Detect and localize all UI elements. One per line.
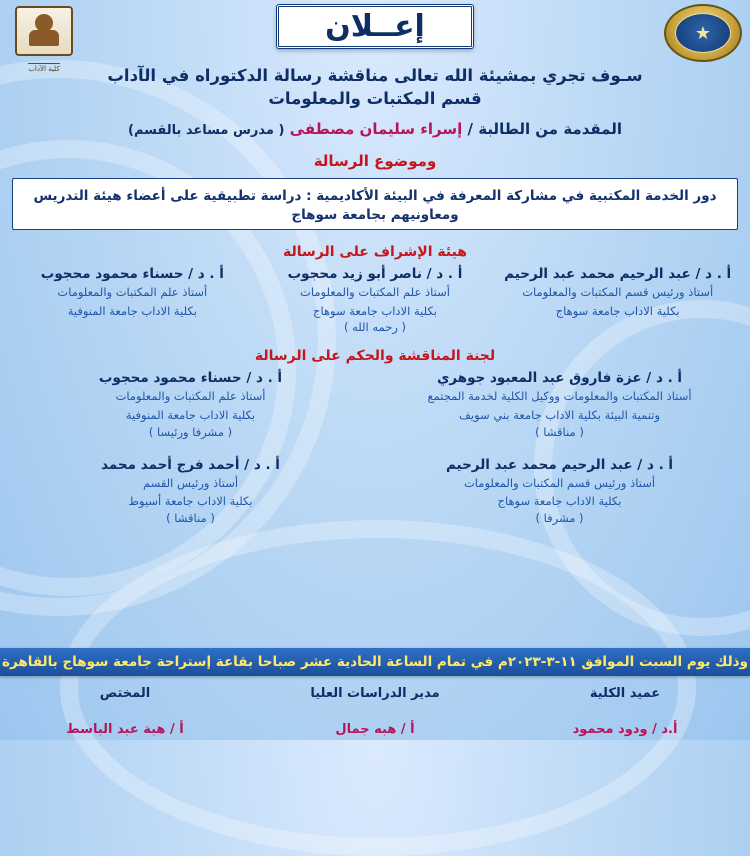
page-header xyxy=(0,0,750,73)
student-note: ( مدرس مساعد بالقسم) xyxy=(128,123,285,138)
student-name: إسراء سليمان مصطفى xyxy=(289,120,463,138)
committee-member xyxy=(18,370,363,438)
university-seal-icon: ★ xyxy=(668,4,742,58)
member-name: أ . د / عزة فاروق عبد المعبود جوهري xyxy=(436,370,683,387)
committee-heading: لجنة المناقشة والحكم على الرسالة xyxy=(254,348,496,365)
committee-member xyxy=(387,457,732,525)
signature-title-graduate-director: مدير الدراسات العليا xyxy=(310,686,440,701)
supervision-list xyxy=(14,266,736,334)
member-note: ( مشرفا ورئيسا ) xyxy=(148,424,233,439)
member-role-2: بكلية الاداب جامعة سوهاج xyxy=(555,303,680,318)
member-role-2: بكلية الاداب جامعة سوهاج xyxy=(497,494,622,509)
supervision-member xyxy=(14,266,251,334)
committee-row-2 xyxy=(18,457,732,525)
page-title: إعــلان xyxy=(325,9,425,44)
signature-name-officer: أ / هبة عبد الباسط xyxy=(66,722,184,737)
member-role-1: أستاذ ورئيس القسم xyxy=(142,475,239,490)
committee-member xyxy=(18,457,363,525)
student-prefix: المقدمة من الطالبة / xyxy=(467,120,622,138)
member-name: أ . د / حسناء محمود محجوب xyxy=(40,266,224,282)
supervision-member xyxy=(257,266,494,334)
member-role-2: بكلية الاداب جامعة المنوفية xyxy=(67,303,197,318)
signature-names xyxy=(0,722,750,737)
signature-name-graduate-director: أ / هبه جمال xyxy=(335,722,415,737)
title-container xyxy=(0,4,750,49)
member-role-2: بكلية الاداب جامعة سوهاج xyxy=(313,303,437,318)
member-note: ( مناقشا ) xyxy=(166,511,215,526)
member-role-1: أستاذ علم المكتبات والمعلومات xyxy=(57,285,208,299)
signature-name-dean: أ.د / ودود محمود xyxy=(572,722,678,737)
member-role-1: أستاذ علم المكتبات والمعلومات xyxy=(300,285,450,299)
committee-member xyxy=(387,370,732,438)
member-name: أ . د / أحمد فرج أحمد محمد xyxy=(101,456,280,473)
member-name: أ . د / عبد الرحيم محمد عبد الرحيم xyxy=(504,266,732,282)
subject-heading: وموضوع الرسالة xyxy=(313,152,437,170)
member-role-1: أستاذ المكتبات والمعلومات ووكيل الكلية لخدمة المجتمع xyxy=(427,389,692,404)
supervision-heading: هيئة الإشراف على الرسالة xyxy=(283,244,467,260)
datetime-bar xyxy=(0,648,750,676)
member-role-2: بكلية الاداب جامعة أسيوط xyxy=(128,494,253,509)
member-role-2: وتنمية البيئة بكلية الاداب جامعة بني سويف xyxy=(458,408,661,423)
subject-box xyxy=(12,178,738,230)
member-name: أ . د / عبد الرحيم محمد عبد الرحيم xyxy=(445,456,674,473)
subject-text: دور الخدمة المكتبية في مشاركة المعرفة في البيئة الأكاديمية : دراسة تطبيقية على أعضاء هيئة التدريس ومعاونيهم بجامعة سوهاج xyxy=(33,188,717,223)
member-role-1: أستاذ ورئيس قسم المكتبات والمعلومات xyxy=(463,475,656,490)
member-note: ( رحمه الله ) xyxy=(343,320,407,335)
signature-title-dean: عميد الكلية xyxy=(589,686,661,701)
intro-line-2: قسم المكتبات والمعلومات xyxy=(268,89,482,108)
member-name: أ . د / ناصر أبو زيد محجوب xyxy=(287,266,463,282)
supervision-member xyxy=(499,266,736,334)
member-role-2: بكلية الاداب جامعة المنوفية xyxy=(125,408,256,423)
signature-title-officer: المختص xyxy=(99,686,151,701)
datetime-text: وذلك يوم السبت الموافق ١١-٣-٢٠٢٣م في تمام الساعة الحادية عشر صباحا بقاعة إستراحة جامعة سوهاج بالقاهرة xyxy=(2,654,748,670)
student-line xyxy=(0,120,750,138)
intro-line-1: سـوف تجري بمشيئة الله تعالى مناقشة رسالة الدكتوراه في الآداب xyxy=(107,66,643,85)
committee-row-1 xyxy=(18,370,732,438)
member-note: ( مناقشا ) xyxy=(535,424,584,439)
member-role-1: أستاذ ورئيس قسم المكتبات والمعلومات xyxy=(522,285,714,299)
signature-titles xyxy=(0,686,750,701)
member-role-1: أستاذ علم المكتبات والمعلومات xyxy=(115,389,266,404)
member-note: ( مشرفا ) xyxy=(535,511,584,526)
faculty-seal-caption: كلية الآداب xyxy=(28,65,60,73)
member-name: أ . د / حسناء محمود محجوب xyxy=(98,370,283,387)
